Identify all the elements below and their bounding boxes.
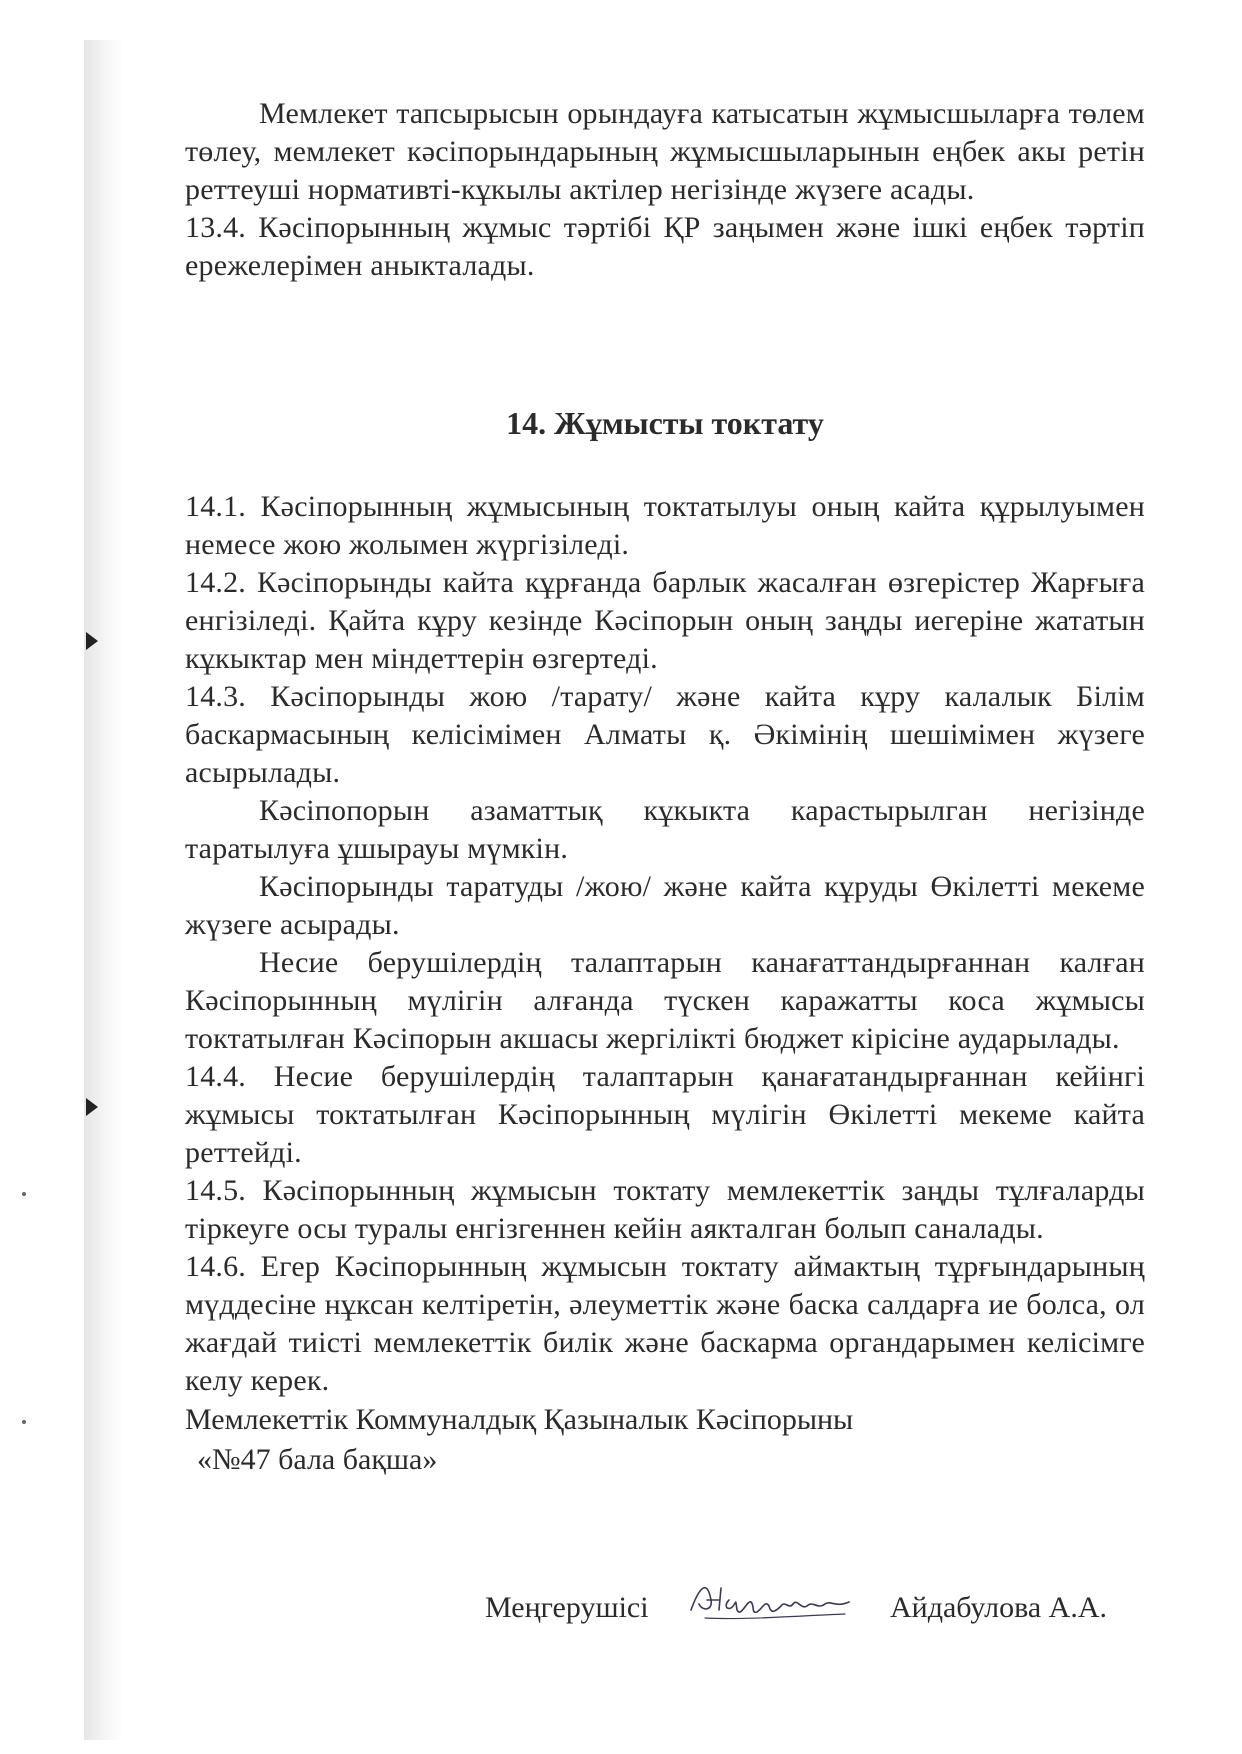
scan-dot [22, 1420, 26, 1424]
paragraph-14-6: 14.6. Егер Кәсіпорынның жұмысын токтату аймактың тұрғындарының мүддесіне нұксан келтіретін, әлеуметтік және баска салдарға ие болса, ол жағдай тиісті мемлекеттік билік және баскарма органдарымен келісімге келу керек. [185, 1250, 1145, 1397]
organization-name: Мемлекеттік Коммуналдық Қазыналык Кәсіпорыны [185, 1403, 854, 1436]
paragraph-14-1: 14.1. Кәсіпорынның жұмысының токтатылуы оның кайта құрылуымен немесе жою жолымен жүргізіледі. [185, 490, 1145, 561]
signature-row [485, 1588, 1165, 1638]
paragraph-creditors: Несие берушілердің талаптарын канағаттандырғаннан калған Кәсіпорынның мүлігін алғанда түскен каражатты коса жұмысы токтатылған Кәсіпорын акшасы жергілікті бюджет кірісіне аударылады. [185, 946, 1145, 1055]
paragraph-14-5: 14.5. Кәсіпорынның жұмысын токтату мемлекеттік заңды тұлғаларды тіркеуге осы туралы енгізгеннен кейін аякталган болып саналады. [185, 1174, 1145, 1245]
top-text-block [185, 95, 1145, 285]
paragraph-14-3: 14.3. Кәсіпорынды жою /тарату/ және кайта кұру калалык Білім баскармасының келісімімен Алматы қ. Әкімінің шешімімен жүзеге асырылады. [185, 680, 1145, 789]
scan-edge-shadow [84, 40, 124, 1740]
paragraph-14-2: 14.2. Кәсіпорынды кайта кұрғанда барлык жасалған өзгерістер Жарғыға енгізіледі. Қайта кұру кезінде Кәсіпорын оның заңды иегеріне жататын кұкыктар мен міндеттерін өзгертеді. [185, 566, 1145, 675]
section-heading-block [185, 403, 1145, 443]
scan-mark-icon [86, 632, 98, 650]
section-heading: 14. Жұмысты токтату [506, 405, 824, 441]
paragraph-liquidation: Кәсіпопорын азаматтық кұкыкта карастырылган негізінде таратылуға ұшырауы мүмкін. [185, 794, 1145, 865]
scan-mark-icon [86, 1098, 98, 1116]
signatory-role: Меңгерушісі [485, 1591, 649, 1624]
scan-dot [22, 1192, 26, 1196]
paragraph-14-4: 14.4. Несие берушілердің талаптарын қанағатандырғаннан кейінгі жұмысы токтатылған Кәсіпорынның мүлігін Өкілетті мекеме кайта реттейді. [185, 1060, 1145, 1169]
section-body [185, 488, 1145, 1480]
paragraph-13-4: 13.4. Кәсіпорынның жұмыс тәртібі ҚР заңымен және ішкі еңбек тәртіп ережелерімен аныкталады. [185, 211, 1145, 282]
handwritten-signature [685, 1570, 855, 1626]
organization-subname: «№47 бала бақша» [197, 1443, 438, 1476]
signatory-name: Айдабулова А.А. [890, 1591, 1107, 1624]
paragraph-authority: Кәсіпорынды таратуды /жою/ және кайта кұруды Өкілетті мекеме жүзеге асырады. [185, 870, 1145, 941]
paragraph-payment: Мемлекет тапсырысын орындауға катысатын жұмысшыларға төлем төлеу, мемлекет кәсіпорындарының жұмысшыларынын еңбек акы ретін реттеуші нормативті-кұкылы актілер негізінде жүзеге асады. [185, 97, 1145, 206]
